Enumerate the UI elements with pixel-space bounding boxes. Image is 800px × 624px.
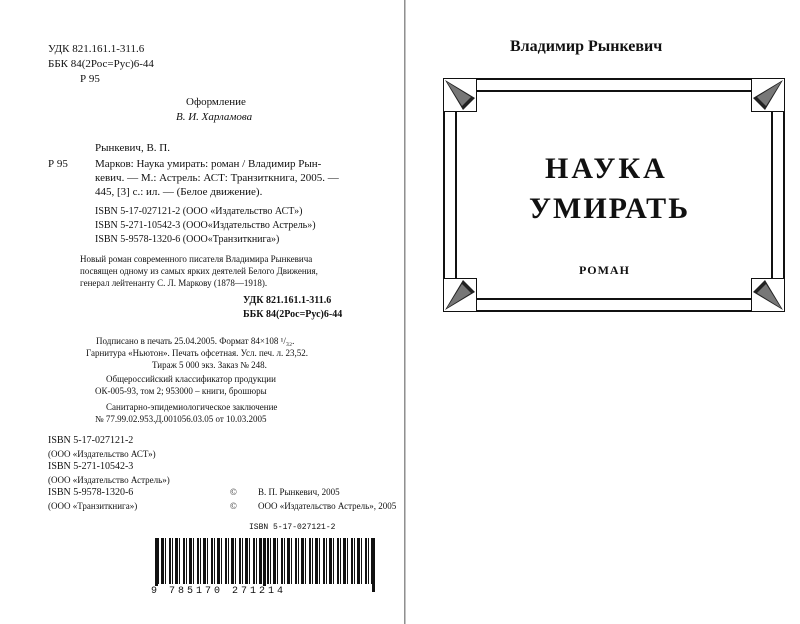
bbk-code-bottom: ББК 84(2Рос=Рус)6-44 [243,309,343,320]
barcode-digits: 9 785170 271214 [151,586,287,597]
classifier-line-1: Общероссийский классификатор продукции [106,374,276,384]
isbn-entry: ISBN 5-271-10542-3 (ООО«Издательство Астрель») [95,220,316,231]
frame-corner-ornament [751,278,785,312]
print-line-3: Тираж 5 000 экз. Заказ № 248. [152,360,267,370]
copyright-symbol: © [230,487,237,497]
barcode-guard [155,538,158,592]
barcode-guard [263,538,266,592]
isbn-block-line: ISBN 5-9578-1320-6 [48,487,134,498]
copyright-symbol: © [230,501,237,511]
print-line-1: Подписано в печать 25.04.2005. Формат 84×108 ¹/₃₂. [96,336,295,346]
bbk-code-top: ББК 84(2Рос=Рус)6-44 [48,58,154,70]
udk-code-bottom: УДК 821.161.1-311.6 [243,295,332,306]
biblio-line-2: кевич. — М.: Астрель: АСТ: Транзиткнига, 2005. — [95,172,339,184]
copyright-author: В. П. Рынкевич, 2005 [258,487,340,497]
biblio-line-3: 445, [3] с.: ил. — (Белое движение). [95,186,263,198]
print-line-2: Гарнитура «Ньютон». Печать офсетная. Усл. печ. л. 23,52. [86,348,309,358]
author-code-top: Р 95 [80,73,100,85]
isbn-block-line: ISBN 5-271-10542-3 [48,461,134,472]
title-frame [443,78,785,312]
sanitary-line-1: Санитарно-эпидемиологическое заключение [106,402,278,412]
book-title-line-1: НАУКА [545,152,668,185]
annotation-line-3: генерал лейтенанту С. Л. Маркову (1878—1918). [80,278,268,288]
design-label: Оформление [186,96,246,108]
isbn-block-line: ISBN 5-17-027121-2 [48,435,134,446]
author-name: Владимир Рынкевич [510,38,663,55]
frame-corner-ornament [751,78,785,112]
udk-code-top: УДК 821.161.1-311.6 [48,43,145,55]
title-page [405,0,800,624]
frame-corner-ornament [443,78,477,112]
isbn-entry: ISBN 5-17-027121-2 (ООО «Издательство АСТ») [95,206,303,217]
classifier-line-2: ОК-005-93, том 2; 953000 – книги, брошюры [95,386,267,396]
frame-corner-ornament [443,278,477,312]
barcode-guard [372,538,375,592]
sanitary-line-2: № 77.99.02.953.Д.001056.03.05 от 10.03.2005 [95,414,267,424]
copyright-publisher: ООО «Издательство Астрель», 2005 [258,501,397,511]
barcode-isbn-label: ISBN 5-17-027121-2 [249,523,336,532]
book-title-line-2: УМИРАТЬ [529,192,691,225]
annotation-line-1: Новый роман современного писателя Владимира Рынкевича [80,254,313,264]
isbn-block-line: (ООО «Издательство Астрель») [48,475,170,485]
annotation-line-2: посвящен одному из самых ярких деятелей Белого Движения, [80,266,318,276]
shelf-code: Р 95 [48,158,68,170]
isbn-barcode [145,525,381,600]
isbn-entry: ISBN 5-9578-1320-6 (ООО«Транзиткнига») [95,234,280,245]
isbn-block-line: (ООО «Издательство АСТ») [48,449,156,459]
designer-name: В. И. Харламова [176,111,253,123]
biblio-line-1: Марков: Наука умирать: роман / Владимир Рын- [95,158,322,170]
isbn-block-line: (ООО «Транзиткнига») [48,501,138,511]
genre-label: РОМАН [579,263,630,277]
author-entry: Рынкевич, В. П. [95,142,170,154]
